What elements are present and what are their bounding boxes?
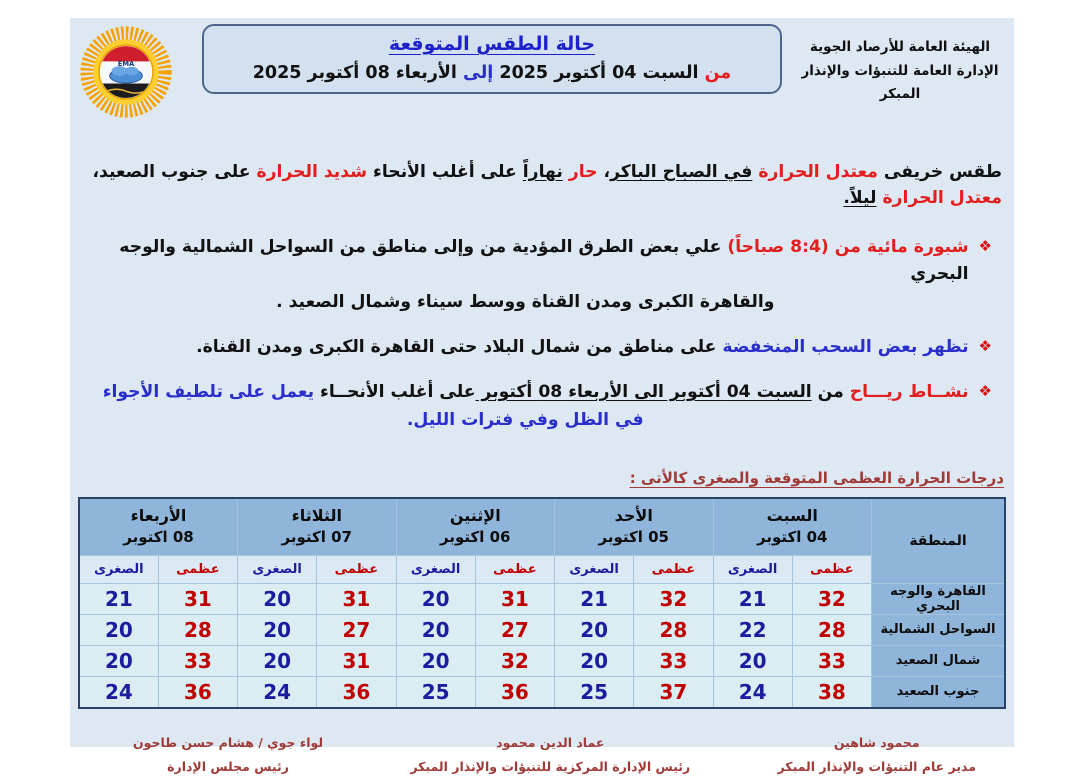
day-header-1 bbox=[555, 498, 714, 556]
region-column-header: المنطقة bbox=[872, 498, 1006, 584]
signature-title: رئيس مجلس الإدارة bbox=[133, 755, 323, 778]
max-temp: 32 bbox=[475, 645, 554, 676]
min-label: الصغرى bbox=[238, 555, 317, 583]
day-date: 06 اكتوبر bbox=[397, 527, 555, 548]
clouds-line-1: تظهر بعض السحب المنخفضة على مناطق من شمال البلاد حتى القاهرة الكبرى ومدن القناة. bbox=[82, 334, 969, 362]
header bbox=[78, 24, 1006, 120]
min-temp: 21 bbox=[713, 583, 792, 614]
max-temp: 38 bbox=[792, 676, 871, 708]
max-temp: 31 bbox=[317, 645, 396, 676]
max-temp: 36 bbox=[317, 676, 396, 708]
bullet-wind bbox=[82, 379, 992, 435]
organization-name bbox=[794, 24, 1006, 107]
min-temp: 20 bbox=[238, 614, 317, 645]
forecast-summary: طقس خريفى معتدل الحرارة في الصباح الباكر، حار نهاراً على أغلب الأنحاء شديد الحرارة على جنوب الصعيد، معتدل الحرارة ليلاً. bbox=[82, 160, 1002, 212]
org-line-2: الإدارة العامة للتنبؤات والإنذار المبكر bbox=[794, 60, 1006, 107]
bullet-fog bbox=[82, 234, 992, 318]
day-name: الإثنين bbox=[397, 505, 555, 527]
day-name: السبت bbox=[714, 505, 872, 527]
min-temp: 20 bbox=[396, 645, 475, 676]
max-temp: 27 bbox=[317, 614, 396, 645]
max-temp: 32 bbox=[634, 583, 713, 614]
min-temp: 20 bbox=[396, 583, 475, 614]
day-date: 07 اكتوبر bbox=[238, 527, 396, 548]
fog-line-2: والقاهرة الكبرى ومدن القناة ووسط سيناء وشمال الصعيد . bbox=[82, 289, 969, 317]
max-temp: 31 bbox=[158, 583, 237, 614]
max-temp: 36 bbox=[158, 676, 237, 708]
signature-title: مدير عام التنبؤات والإنذار المبكر bbox=[778, 755, 976, 778]
title-box bbox=[202, 24, 782, 94]
day-date: 05 اكتوبر bbox=[555, 527, 713, 548]
min-temp: 20 bbox=[555, 645, 634, 676]
max-temp: 33 bbox=[634, 645, 713, 676]
region-name: القاهرة والوجه البحري bbox=[872, 583, 1006, 614]
table-caption: درجات الحرارة العظمى المتوقعة والصغرى كالأتى : bbox=[80, 469, 1004, 487]
max-temp: 28 bbox=[158, 614, 237, 645]
min-temp: 24 bbox=[238, 676, 317, 708]
max-temp: 28 bbox=[634, 614, 713, 645]
region-name: جنوب الصعيد bbox=[872, 676, 1006, 708]
max-label: عظمى bbox=[634, 555, 713, 583]
table-row-1 bbox=[79, 614, 1005, 645]
max-temp: 31 bbox=[317, 583, 396, 614]
min-temp: 20 bbox=[713, 645, 792, 676]
day-header-2 bbox=[396, 498, 555, 556]
max-label: عظمى bbox=[158, 555, 237, 583]
temperature-table-head bbox=[79, 498, 1005, 584]
temperature-table bbox=[78, 497, 1006, 709]
max-temp: 36 bbox=[475, 676, 554, 708]
signature-chairman bbox=[133, 731, 323, 778]
max-label: عظمى bbox=[475, 555, 554, 583]
table-row-3 bbox=[79, 676, 1005, 708]
fog-line-1: شبورة مائية من (8:4 صباحاً) علي بعض الطرق المؤدية من وإلى مناطق من السواحل الشمالية والوجه البحري bbox=[82, 234, 969, 290]
day-header-3 bbox=[238, 498, 397, 556]
min-temp: 25 bbox=[555, 676, 634, 708]
signature-name: لواء جوي / هشام حسن طاحون bbox=[133, 731, 323, 755]
temperature-table-body bbox=[79, 583, 1005, 708]
max-label: عظمى bbox=[317, 555, 396, 583]
ema-logo bbox=[78, 24, 174, 120]
table-row-0 bbox=[79, 583, 1005, 614]
day-date: 08 اكتوبر bbox=[80, 527, 237, 548]
max-temp: 37 bbox=[634, 676, 713, 708]
min-label: الصغرى bbox=[79, 555, 158, 583]
region-name: السواحل الشمالية bbox=[872, 614, 1006, 645]
wind-line-1: نشــاط ريـــاح من السبت 04 أكتوبر الى الأربعاء 08 أكتوبر على أغلب الأنحــاء يعمل على تلطيف الأجواء bbox=[82, 379, 969, 407]
bulletin-canvas bbox=[70, 18, 1014, 747]
wind-line-2: في الظل وفي فترات الليل. bbox=[82, 407, 969, 435]
day-name: الأربعاء bbox=[80, 505, 237, 527]
day-header-0 bbox=[713, 498, 872, 556]
forecast-date-range: من السبت 04 أكتوبر 2025 إلى الأربعاء 08 أكتوبر 2025 bbox=[214, 63, 770, 83]
min-temp: 24 bbox=[79, 676, 158, 708]
signature-central-admin-head bbox=[410, 731, 690, 778]
page-title: حالة الطقس المتوقعة bbox=[214, 33, 770, 55]
max-temp: 27 bbox=[475, 614, 554, 645]
bullet-diamond-icon: ❖ bbox=[979, 379, 992, 405]
min-temp: 21 bbox=[79, 583, 158, 614]
region-name: شمال الصعيد bbox=[872, 645, 1006, 676]
min-temp: 20 bbox=[238, 583, 317, 614]
min-temp: 20 bbox=[79, 614, 158, 645]
org-line-1: الهيئة العامة للأرصاد الجوية bbox=[794, 36, 1006, 60]
signature-name: محمود شاهين bbox=[778, 731, 976, 755]
signature-name: عماد الدين محمود bbox=[410, 731, 690, 755]
min-temp: 20 bbox=[79, 645, 158, 676]
min-label: الصغرى bbox=[713, 555, 792, 583]
max-temp: 31 bbox=[475, 583, 554, 614]
day-header-4 bbox=[79, 498, 238, 556]
min-temp: 20 bbox=[238, 645, 317, 676]
max-temp: 33 bbox=[792, 645, 871, 676]
bullet-clouds bbox=[82, 334, 992, 362]
day-date: 04 اكتوبر bbox=[714, 527, 872, 548]
day-name: الثلاثاء bbox=[238, 505, 396, 527]
bullet-diamond-icon: ❖ bbox=[979, 334, 992, 360]
max-temp: 32 bbox=[792, 583, 871, 614]
sun-emblem-icon bbox=[78, 24, 174, 120]
min-temp: 20 bbox=[396, 614, 475, 645]
min-temp: 22 bbox=[713, 614, 792, 645]
signature-title: رئيس الإدارة المركزية للتنبؤات والإنذار المبكر bbox=[410, 755, 690, 778]
signature-director-general bbox=[778, 731, 976, 778]
min-temp: 24 bbox=[713, 676, 792, 708]
bullet-diamond-icon: ❖ bbox=[979, 234, 992, 260]
max-temp: 33 bbox=[158, 645, 237, 676]
table-row-2 bbox=[79, 645, 1005, 676]
logo-ema-text: EMA bbox=[118, 60, 135, 68]
min-label: الصغرى bbox=[396, 555, 475, 583]
min-temp: 20 bbox=[555, 614, 634, 645]
min-label: الصغرى bbox=[555, 555, 634, 583]
max-temp: 28 bbox=[792, 614, 871, 645]
max-label: عظمى bbox=[792, 555, 871, 583]
signatures bbox=[78, 731, 1006, 778]
min-temp: 25 bbox=[396, 676, 475, 708]
day-name: الأحد bbox=[555, 505, 713, 527]
min-temp: 21 bbox=[555, 583, 634, 614]
